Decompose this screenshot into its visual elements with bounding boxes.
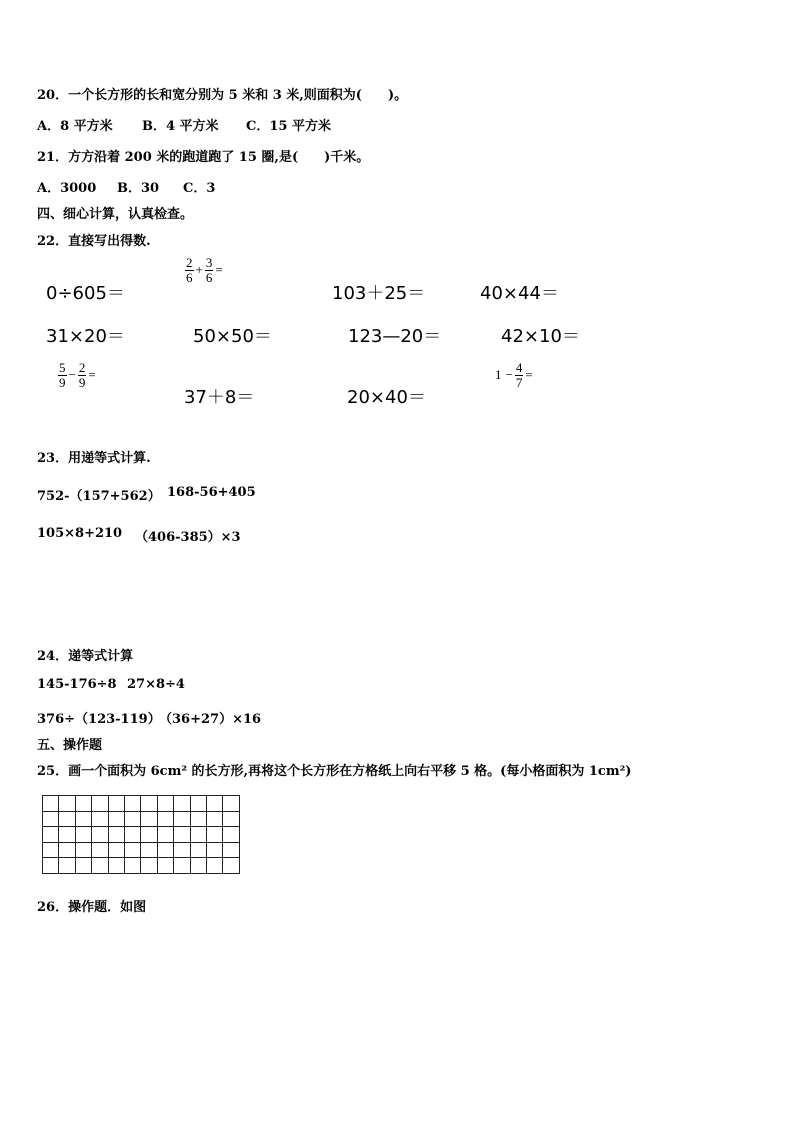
grid-cell[interactable] [206, 842, 222, 858]
grid-cell[interactable] [108, 858, 124, 874]
grid-cell[interactable] [141, 796, 157, 812]
grid-cell[interactable] [92, 796, 108, 812]
section-4-heading: 四、细心计算，认真检查。 [37, 207, 194, 222]
denominator: 9 [59, 374, 66, 390]
numerator: 3 [205, 255, 213, 270]
q25-stem: 25．画一个面积为 6cm² 的长方形,再将这个长方形在方格纸上向右平移 5 格。(每小格面积为 1cm²) [37, 764, 632, 779]
grid-cell[interactable] [124, 842, 140, 858]
q23-item-1: 752-（157+562） [37, 489, 161, 504]
grid-cell[interactable] [174, 827, 190, 843]
grid-cell[interactable] [190, 811, 206, 827]
grid-cell[interactable] [75, 842, 91, 858]
q22-item-7: 42×10＝ [501, 326, 580, 347]
grid-cell[interactable] [157, 858, 173, 874]
grid-cell[interactable] [190, 858, 206, 874]
grid-cell[interactable] [157, 842, 173, 858]
q22-item-1: 0÷605＝ [46, 283, 125, 304]
q22-item-3: 40×44＝ [480, 283, 559, 304]
q20-stem: 20．一个长方形的长和宽分别为 5 米和 3 米,则面积为( )。 [37, 88, 408, 103]
q21-stem: 21．方方沿着 200 米的跑道跑了 15 圈,是( )千米。 [37, 150, 370, 165]
q22-item-2: 103＋25＝ [332, 283, 426, 304]
q24-item-4: （36+27）×16 [159, 712, 262, 727]
square-grid-paper[interactable] [42, 795, 240, 874]
grid-cell[interactable] [43, 811, 59, 827]
grid-cell[interactable] [59, 811, 75, 827]
grid-cell[interactable] [223, 827, 239, 843]
grid-cell[interactable] [43, 858, 59, 874]
equals-sign: = [525, 367, 533, 383]
grid-cell[interactable] [108, 796, 124, 812]
q24-item-1: 145-176÷8 [37, 677, 117, 692]
grid-cell[interactable] [174, 796, 190, 812]
q23-item-4: （406-385）×3 [135, 530, 241, 545]
grid-cell[interactable] [124, 827, 140, 843]
grid-cell[interactable] [59, 827, 75, 843]
grid-cell[interactable] [206, 811, 222, 827]
grid-cell[interactable] [43, 796, 59, 812]
operator: − [505, 367, 513, 383]
q22-item-5: 50×50＝ [193, 326, 272, 347]
q21-option-b: B．30 [117, 181, 160, 196]
grid-cell[interactable] [75, 827, 91, 843]
numerator: 2 [186, 255, 193, 270]
grid-cell[interactable] [190, 842, 206, 858]
grid-row [43, 796, 240, 812]
fraction [58, 361, 67, 389]
equals-sign: = [88, 367, 96, 383]
grid-cell[interactable] [141, 811, 157, 827]
grid-cell[interactable] [59, 858, 75, 874]
fraction [205, 256, 214, 284]
grid-cell[interactable] [223, 811, 239, 827]
grid-cell[interactable] [157, 811, 173, 827]
grid-cell[interactable] [157, 796, 173, 812]
grid-cell[interactable] [174, 858, 190, 874]
q21-option-a: A．3000 [37, 181, 97, 196]
grid-cell[interactable] [108, 827, 124, 843]
grid-cell[interactable] [174, 842, 190, 858]
q22-item-4: 31×20＝ [46, 326, 125, 347]
grid-cell[interactable] [206, 827, 222, 843]
section-5-heading: 五、操作题 [37, 738, 103, 753]
grid-cell[interactable] [190, 796, 206, 812]
numerator: 4 [515, 360, 523, 375]
grid-cell[interactable] [141, 827, 157, 843]
grid-cell[interactable] [124, 796, 140, 812]
q22-fraction-expression-1 [185, 256, 225, 284]
grid-cell[interactable] [92, 827, 108, 843]
q23-stem: 23．用递等式计算. [37, 451, 151, 466]
q24-item-3: 376÷（123-119） [37, 712, 161, 727]
q20-option-c: C．15 平方米 [246, 119, 331, 134]
grid-cell[interactable] [108, 842, 124, 858]
grid-cell[interactable] [92, 842, 108, 858]
grid-cell[interactable] [124, 811, 140, 827]
q20-option-a: A．8 平方米 [37, 119, 113, 134]
grid-cell[interactable] [141, 842, 157, 858]
grid-cell[interactable] [141, 858, 157, 874]
grid-cell[interactable] [108, 811, 124, 827]
grid-cell[interactable] [174, 811, 190, 827]
q24-item-2: 27×8÷4 [127, 677, 185, 692]
grid-row [43, 827, 240, 843]
grid-cell[interactable] [75, 858, 91, 874]
denominator: 6 [186, 269, 193, 285]
q21-option-c: C．3 [183, 181, 216, 196]
grid-cell[interactable] [75, 811, 91, 827]
grid-cell[interactable] [223, 842, 239, 858]
grid-cell[interactable] [223, 796, 239, 812]
q23-item-2: 168-56+405 [167, 485, 256, 500]
grid-cell[interactable] [43, 827, 59, 843]
grid-cell[interactable] [190, 827, 206, 843]
denominator: 6 [205, 269, 213, 285]
denominator: 9 [78, 374, 86, 390]
grid-cell[interactable] [43, 842, 59, 858]
grid-cell[interactable] [92, 858, 108, 874]
denominator: 7 [515, 374, 523, 390]
grid-cell[interactable] [75, 796, 91, 812]
q22-stem: 22．直接写出得数. [37, 234, 151, 249]
grid-cell[interactable] [124, 858, 140, 874]
grid-row [43, 842, 240, 858]
grid-cell[interactable] [206, 858, 222, 874]
q22-fraction-expression-2 [58, 361, 98, 389]
grid-cell[interactable] [92, 811, 108, 827]
operator: + [195, 262, 203, 278]
q22-item-8: 37＋8＝ [184, 387, 255, 408]
q24-stem: 24．递等式计算 [37, 649, 134, 664]
q22-item-6: 123—20＝ [348, 326, 442, 347]
grid-cell[interactable] [59, 842, 75, 858]
numerator: 2 [78, 360, 86, 375]
fraction [185, 256, 194, 284]
fraction [78, 361, 87, 389]
grid-cell[interactable] [206, 796, 222, 812]
q22-item-9: 20×40＝ [347, 387, 426, 408]
grid-row [43, 811, 240, 827]
grid-cell[interactable] [223, 858, 239, 874]
operator: − [68, 367, 76, 383]
q22-fraction-expression-3 [493, 361, 535, 389]
equals-sign: = [215, 262, 223, 278]
grid-cell[interactable] [157, 827, 173, 843]
numerator: 5 [59, 360, 66, 375]
grid-cell[interactable] [59, 796, 75, 812]
grid-row [43, 858, 240, 874]
q20-option-b: B．4 平方米 [142, 119, 219, 134]
q26-stem: 26．操作题．如图 [37, 900, 147, 915]
fraction [515, 361, 524, 389]
q23-item-3: 105×8+210 [37, 526, 123, 541]
whole-number: 1 [495, 367, 502, 383]
